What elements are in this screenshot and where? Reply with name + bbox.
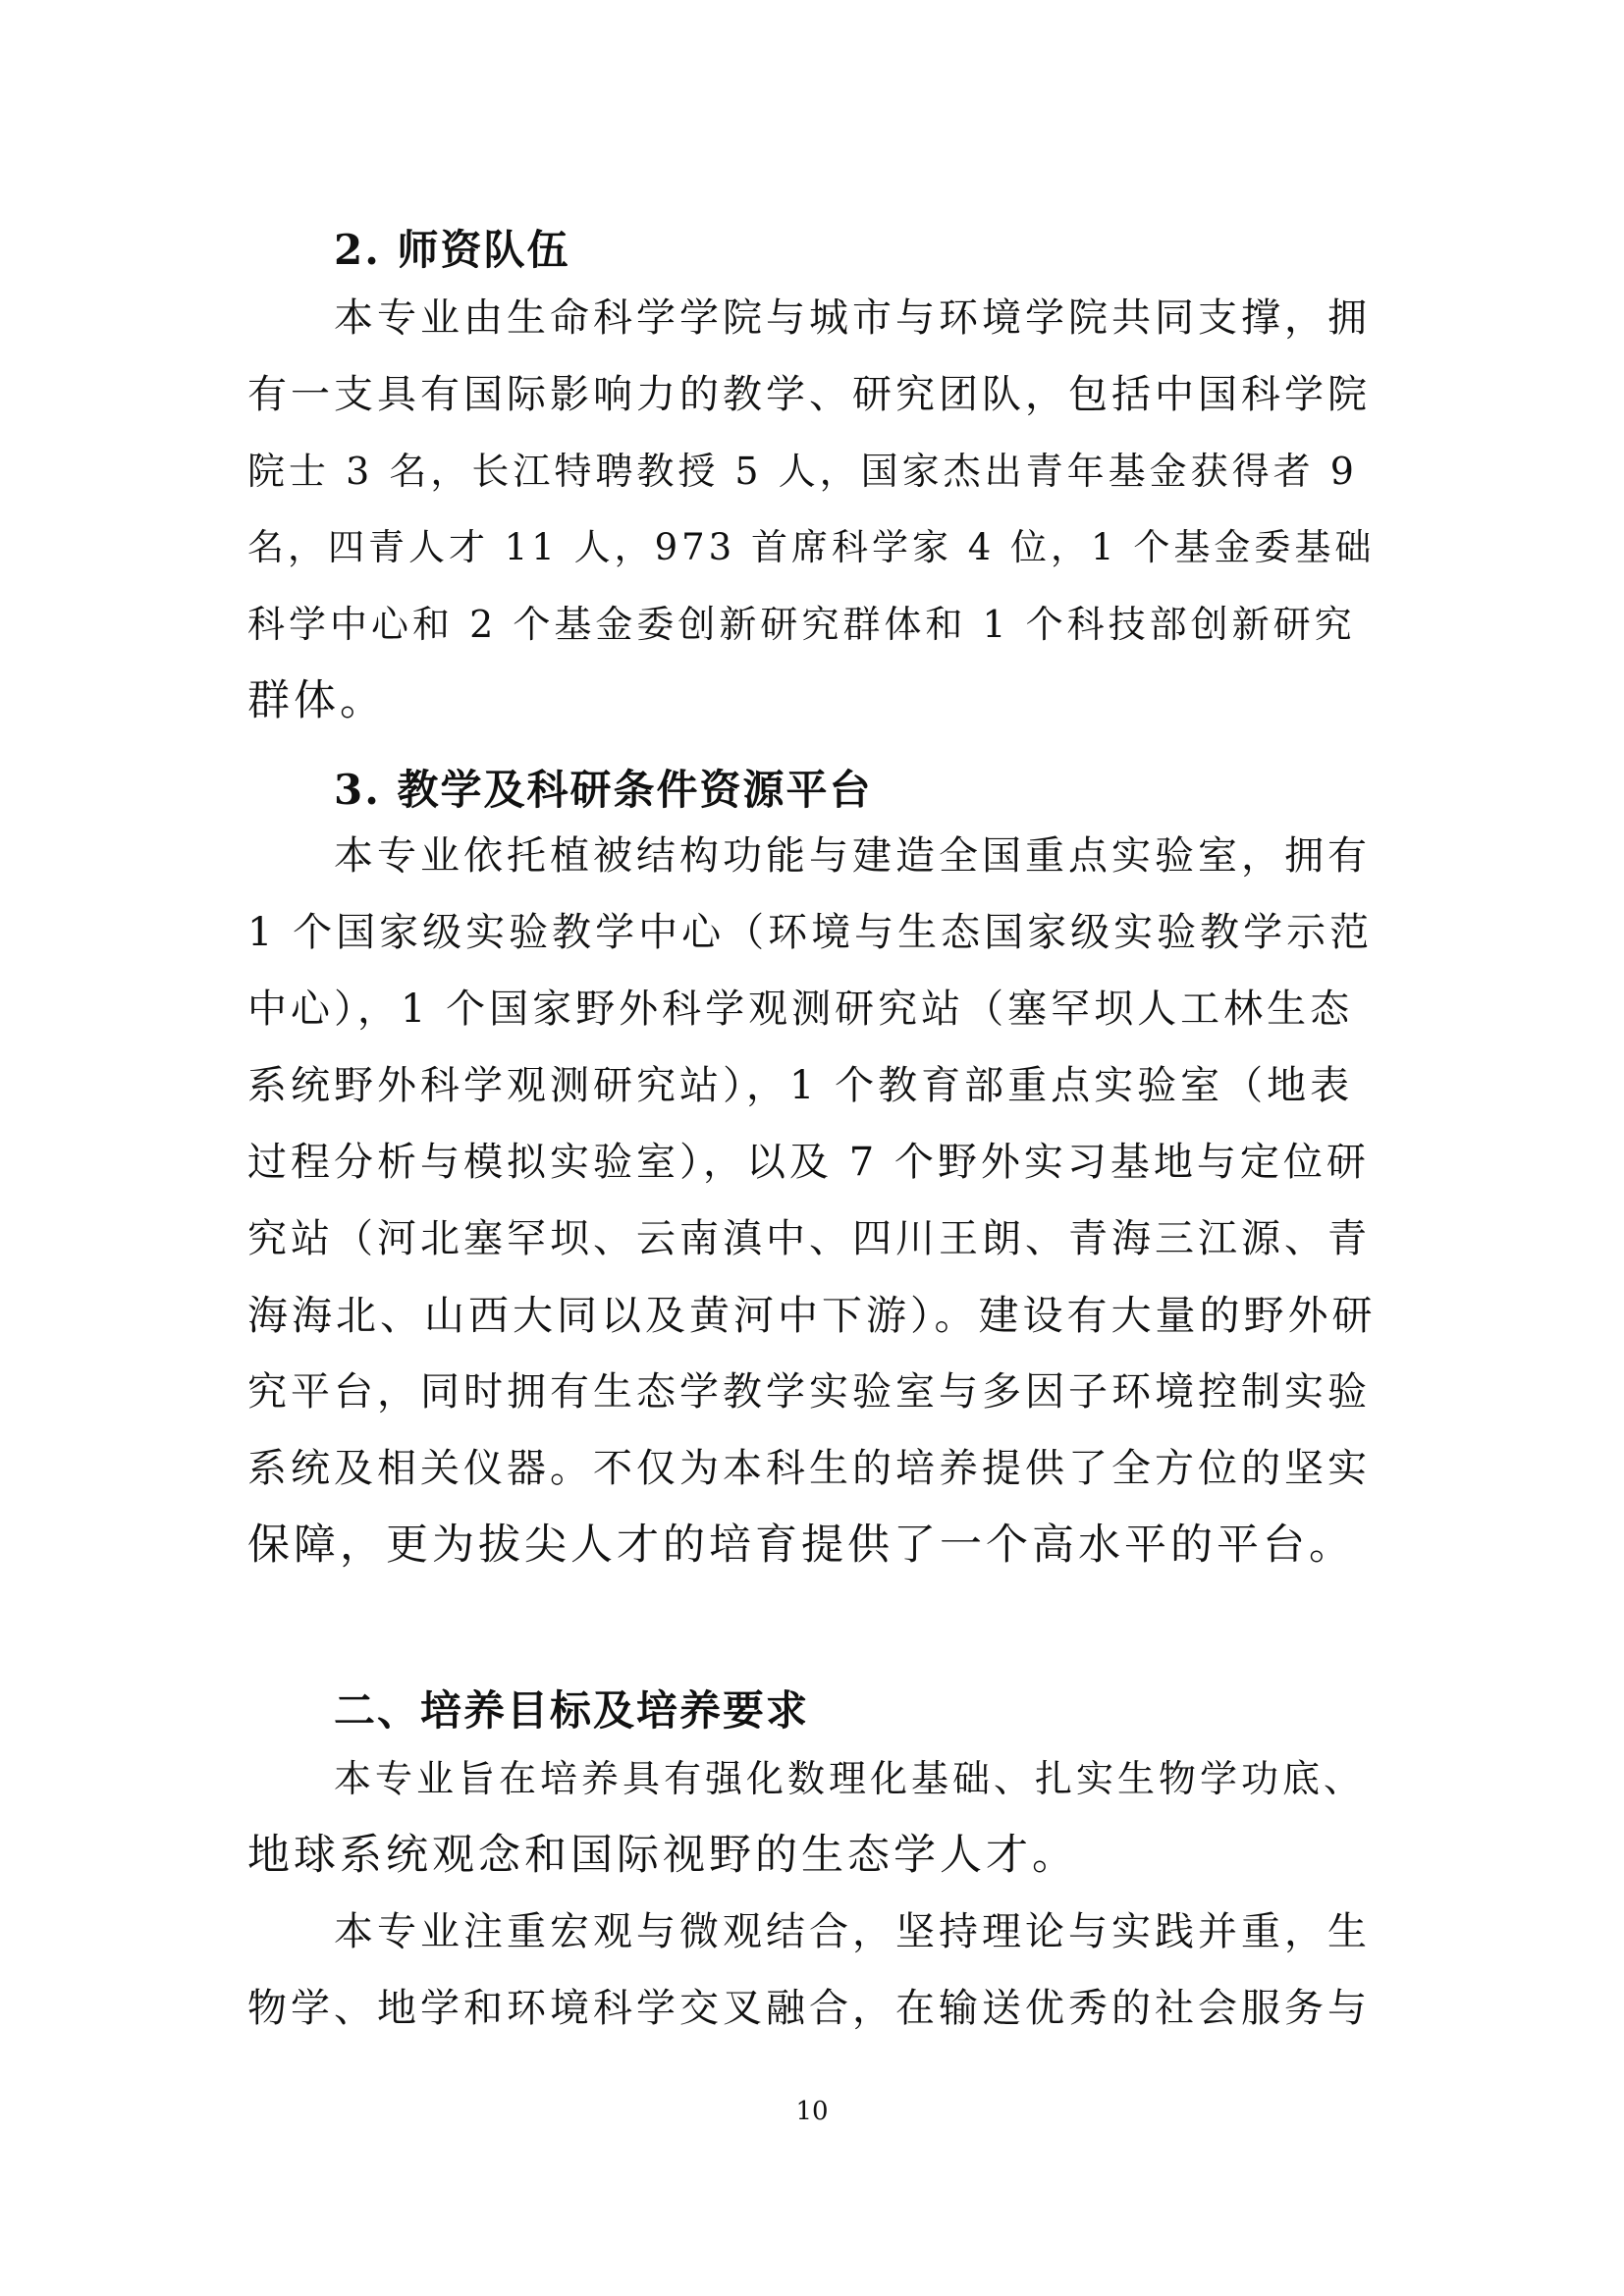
section-2-heading: 2. 师资队伍 <box>334 226 570 274</box>
section-two-para1-line: 本专业旨在培养具有强化数理化基础、扎实生物学功底、 <box>334 1757 1366 1800</box>
section-two-para2-line: 物学、地学和环境科学交叉融合，在输送优秀的社会服务与 <box>247 1986 1371 2031</box>
section-2-line: 本专业由生命科学学院与城市与环境学院共同支撑，拥 <box>334 295 1371 341</box>
section-2-line: 有一支具有国际影响力的教学、研究团队，包括中国科学院 <box>247 372 1371 417</box>
section-3-line: 究站（河北塞罕坝、云南滇中、四川王朗、青海三江源、青 <box>247 1216 1371 1261</box>
section-3-line: 过程分析与模拟实验室），以及 7 个野外实习基地与定位研 <box>247 1140 1370 1185</box>
section-2-line: 群体。 <box>247 676 386 725</box>
section-3-line: 1 个国家级实验教学中心（环境与生态国家级实验教学示范 <box>247 910 1374 955</box>
section-3-heading: 3. 教学及科研条件资源平台 <box>334 766 873 814</box>
section-two-para2-line: 本专业注重宏观与微观结合，坚持理论与实践并重，生 <box>334 1909 1371 1954</box>
section-3-line: 系统野外科学观测研究站），1 个教育部重点实验室（地表 <box>247 1063 1354 1108</box>
section-3-line: 中心），1 个国家野外科学观测研究站（塞罕坝人工林生态 <box>247 987 1354 1032</box>
section-two-para1-line: 地球系统观念和国际视野的生态学人才。 <box>247 1831 1078 1880</box>
section-2-line: 院士 3 名，长江特聘教授 5 人，国家杰出青年基金获得者 9 <box>247 450 1358 493</box>
section-2-line: 科学中心和 2 个基金委创新研究群体和 1 个科技部创新研究 <box>247 603 1356 646</box>
section-3-line: 保障，更为拔尖人才的培育提供了一个高水平的平台。 <box>247 1521 1355 1570</box>
section-two-heading: 二、培养目标及培养要求 <box>334 1686 810 1735</box>
section-3-line: 究平台，同时拥有生态学教学实验室与多因子环境控制实验 <box>247 1369 1371 1415</box>
section-3-line: 本专业依托植被结构功能与建造全国重点实验室，拥有 <box>334 833 1371 879</box>
section-3-line: 系统及相关仪器。不仅为本科生的培养提供了全方位的坚实 <box>247 1446 1371 1491</box>
section-3-line: 海海北、山西大同以及黄河中下游）。建设有大量的野外研 <box>247 1292 1377 1339</box>
section-2-line: 名，四青人才 11 人，973 首席科学家 4 位，1 个基金委基础 <box>247 526 1376 568</box>
page-number: 10 <box>795 2097 829 2126</box>
